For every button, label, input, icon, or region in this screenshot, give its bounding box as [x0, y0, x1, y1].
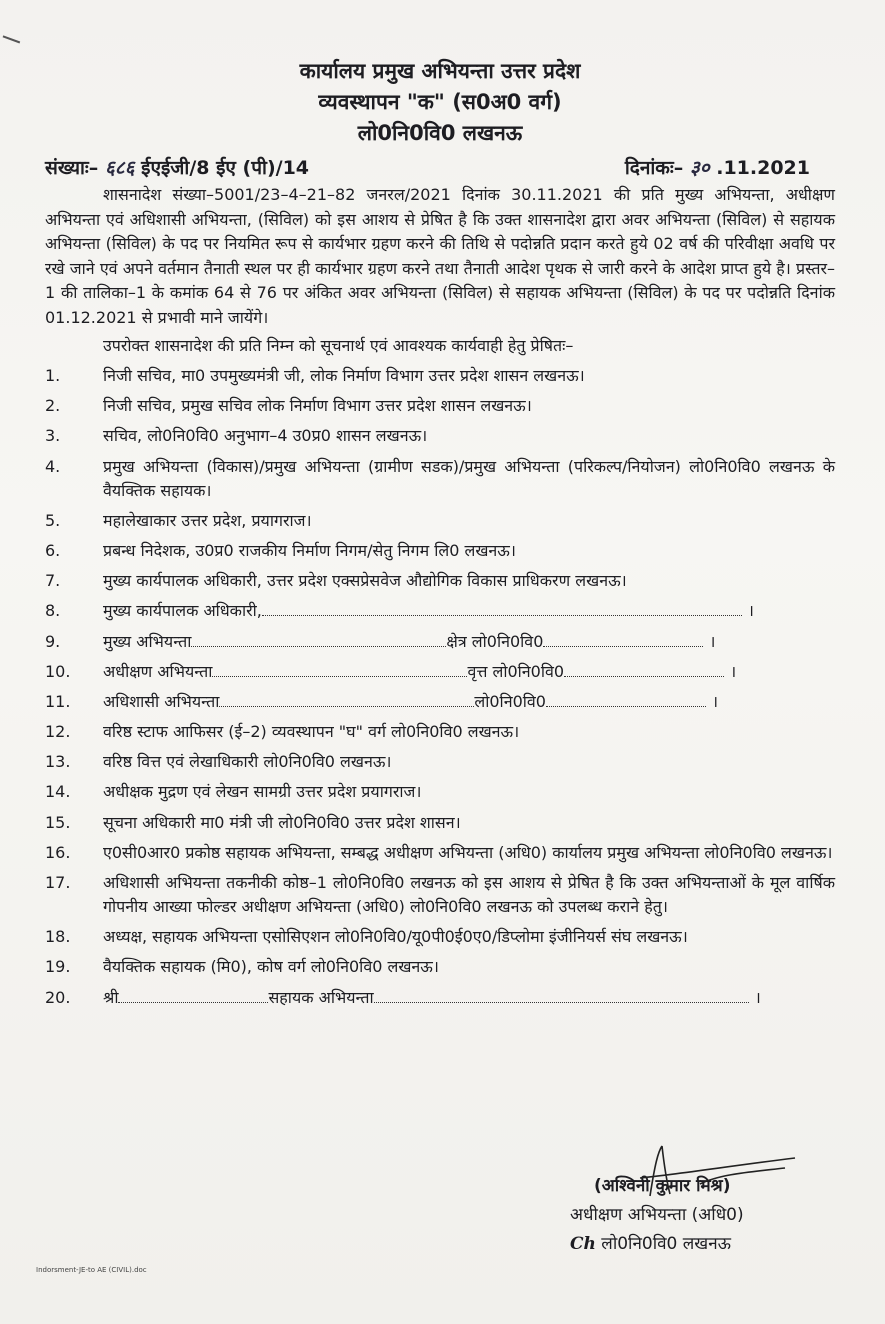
- file-footnote: Indorsment-JE-to AE (CIVIL).doc: [36, 1266, 147, 1274]
- item-fill-in-line: मुख्य अभियन्ता क्षेत्र लो0नि0वि0 ।: [103, 631, 716, 651]
- blank-line: [543, 632, 703, 647]
- distribution-item: [45, 630, 835, 654]
- distribution-item: [45, 811, 835, 835]
- item-number: 3.: [45, 426, 61, 446]
- section-title: व्यवस्थापन "क" (स0अ0 वर्ग): [318, 90, 562, 114]
- distribution-item: [45, 780, 835, 804]
- item-number: 14.: [45, 782, 71, 802]
- handwritten-date: ३०: [689, 157, 710, 179]
- letterhead: [45, 56, 835, 149]
- blank-line: [262, 601, 742, 616]
- distribution-item: [45, 455, 835, 503]
- blank-line: [191, 632, 446, 647]
- item-number: 16.: [45, 842, 71, 862]
- distribution-heading: उपरोक्त शासनादेश की प्रति निम्न को सूचनार्थ एवं आवश्यक कार्यवाही हेतु प्रेषितः–: [103, 336, 574, 355]
- office-title: कार्यालय प्रमुख अभियन्ता उत्तर प्रदेश: [299, 59, 581, 83]
- item-text: वरिष्ठ वित्त एवं लेखाधिकारी लो0नि0वि0 लखनऊ।: [103, 752, 392, 772]
- item-text: प्रमुख अभियन्ता (विकास)/प्रमुख अभियन्ता (ग्रामीण सडक)/प्रमुख अभियन्ता (परिकल्प/नियोजन) लो0नि0वि0 लखनऊ के वैयक्तिक सहायक।: [103, 456, 835, 500]
- distribution-item: [45, 750, 835, 774]
- distribution-item: [45, 424, 835, 448]
- item-text: प्रबन्ध निदेशक, उ0प्र0 राजकीय निर्माण निगम/सेतु निगम लि0 लखनऊ।: [103, 540, 516, 560]
- reference-line: [45, 155, 835, 181]
- signatory-designation: अधीक्षण अभियन्ता (अधि0): [570, 1205, 744, 1225]
- item-number: 18.: [45, 927, 71, 947]
- item-text: सचिव, लो0नि0वि0 अनुभाग–4 उ0प्र0 शासन लखनऊ।: [103, 426, 428, 446]
- item-text: वरिष्ठ स्टाफ आफिसर (ई–2) व्यवस्थापन "घ" वर्ग लो0नि0वि0 लखनऊ।: [103, 722, 520, 742]
- body-paragraph: शासनादेश संख्या–5001/23–4–21–82 जनरल/2021 दिनांक 30.11.2021 की प्रति मुख्य अभियन्ता, अधीक्षण अभियन्ता एवं अधिशासी अभियन्ता, (सिविल) को इस आशय से प्रेषित है कि उक्त शासनादेश द्वारा अवर अभियन्ता (सिविल) से सहायक अभियन्ता (सिविल) के पद पर नियमित रूप से कार्यभार ग्रहण करने की तिथि से पदोन्नति प्रदान करते हुये 02 वर्ष की परिवीक्षा अवधि पर रखे जाने एवं अपने वर्तमान तैनाती स्थल पर ही कार्यभार ग्रहण करने तथा तैनाती आदेश पृथक से जारी करने के आदेश प्राप्त हुये है। प्रस्तर–1 की तालिका–1 के कमांक 64 से 76 पर अंकित अवर अभियन्ता (सिविल) से सहायक अभियन्ता (सिविल) के पद पर पदोन्नति दिनांक 01.12.2021 से प्रभावी माने जायेंगे।: [45, 185, 835, 327]
- item-text: सूचना अधिकारी मा0 मंत्री जी लो0नि0वि0 उत्तर प्रदेश शासन।: [103, 812, 461, 832]
- blank-line: [219, 692, 474, 707]
- item-number: 1.: [45, 366, 61, 385]
- blank-line: [212, 662, 467, 677]
- item-text: ए0सी0आर0 प्रकोष्ठ सहायक अभियन्ता, सम्बद्ध अधीक्षण अभियन्ता (अधि0) कार्यालय प्रमुख अभियन्ता लो0नि0वि0 लखनऊ।: [103, 842, 833, 862]
- blank-line: [546, 692, 706, 707]
- blank-line: [118, 988, 268, 1003]
- distribution-item: [45, 364, 835, 388]
- item-text: अध्यक्ष, सहायक अभियन्ता एसोसिएशन लो0नि0वि0/यू0पी0ई0ए0/डिप्लोमा इंजीनियर्स संघ लखनऊ।: [103, 927, 688, 947]
- page-fold-mark: [0, 35, 20, 56]
- item-fill-in-line: अधीक्षण अभियन्ता वृत्त लो0नि0वि0 ।: [103, 661, 737, 681]
- item-text: महालेखाकार उत्तर प्रदेश, प्रयागराज।: [103, 510, 312, 530]
- distribution-item: [45, 720, 835, 744]
- department-title: लो0नि0वि0 लखनऊ: [357, 121, 523, 145]
- item-number: 12.: [45, 722, 71, 742]
- distribution-item: [45, 660, 835, 684]
- distribution-item: [45, 871, 835, 919]
- item-fill-in-line: श्री सहायक अभियन्ता ।: [103, 987, 761, 1007]
- item-number: 13.: [45, 752, 71, 772]
- item-number: 7.: [45, 571, 61, 591]
- item-number: 9.: [45, 631, 61, 651]
- item-number: 8.: [45, 601, 61, 621]
- item-number: 20.: [45, 987, 71, 1007]
- item-text: वैयक्तिक सहायक (मि0), कोष वर्ग लो0नि0वि0 लखनऊ।: [103, 957, 439, 977]
- item-text: अधीक्षक मुद्रण एवं लेखन सामग्री उत्तर प्रदेश प्रयागराज।: [103, 782, 422, 802]
- item-number: 17.: [45, 873, 71, 892]
- distribution-item: [45, 925, 835, 949]
- signatory-name: (अश्विनी कुमार मिश्र): [594, 1176, 731, 1196]
- signature-block: [570, 1172, 744, 1259]
- item-text: मुख्य कार्यपालक अधिकारी, उत्तर प्रदेश एक्सप्रेसवेज औद्योगिक विकास प्राधिकरण लखनऊ।: [103, 571, 627, 591]
- item-number: 2.: [45, 396, 61, 416]
- item-number: 11.: [45, 691, 71, 711]
- letter-date: दिनांकः– ३० .11.2021: [624, 157, 810, 179]
- distribution-item: [45, 690, 835, 714]
- item-number: 15.: [45, 812, 71, 832]
- item-fill-in-line: अधिशासी अभियन्ता लो0नि0वि0 ।: [103, 691, 719, 711]
- item-text: निजी सचिव, प्रमुख सचिव लोक निर्माण विभाग उत्तर प्रदेश शासन लखनऊ।: [103, 396, 532, 416]
- distribution-item: [45, 599, 835, 623]
- initial-mark: Ch: [570, 1234, 596, 1254]
- signatory-office: Ch लो0नि0वि0 लखनऊ: [570, 1234, 731, 1254]
- letter-number: संख्याः– ६८६ ईएईजी/8 ईए (पी)/14: [45, 157, 310, 179]
- handwritten-number: ६८६: [104, 157, 135, 179]
- distribution-list: [45, 364, 835, 1010]
- blank-line: [374, 988, 749, 1003]
- distribution-item: [45, 986, 835, 1010]
- item-number: 6.: [45, 540, 61, 560]
- item-text: निजी सचिव, मा0 उपमुख्यमंत्री जी, लोक निर्माण विभाग उत्तर प्रदेश शासन लखनऊ।: [103, 366, 585, 385]
- blank-line: [564, 662, 724, 677]
- distribution-item: [45, 841, 835, 865]
- item-number: 5.: [45, 510, 61, 530]
- item-number: 4.: [45, 456, 61, 476]
- distribution-item: [45, 539, 835, 563]
- distribution-item: [45, 394, 835, 418]
- item-number: 19.: [45, 957, 71, 977]
- distribution-item: [45, 509, 835, 533]
- item-number: 10.: [45, 661, 71, 681]
- item-text: अधिशासी अभियन्ता तकनीकी कोष्ठ–1 लो0नि0वि0 लखनऊ को इस आशय से प्रेषित है कि उक्त अभियन्ताओं के मूल वार्षिक गोपनीय आख्या फोल्डर अधीक्षण अभियन्ता (अधि0) लो0नि0वि0 लखनऊ को उपलब्ध कराने हेतु।: [103, 873, 835, 916]
- distribution-item: [45, 569, 835, 593]
- signature-scrawl: [580, 1144, 800, 1204]
- distribution-item: [45, 955, 835, 979]
- item-fill-in-line: मुख्य कार्यपालक अधिकारी, ।: [103, 601, 754, 621]
